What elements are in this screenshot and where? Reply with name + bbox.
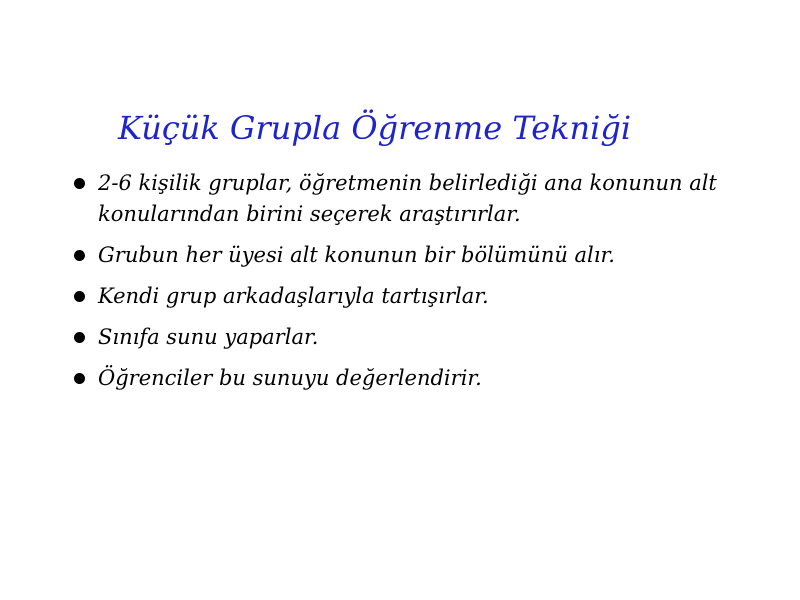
bullet-dot-icon bbox=[74, 291, 85, 302]
bullet-text: Kendi grup arkadaşlarıyla tartışırlar. bbox=[98, 284, 489, 308]
bullet-text: Sınıfa sunu yaparlar. bbox=[98, 325, 319, 349]
bullet-list bbox=[74, 168, 754, 404]
bullet-text: 2-6 kişilik gruplar, öğretmenin belirlediği ana konunun alt konularından birini seçerek araştırırlar. bbox=[98, 171, 717, 226]
bullet-text: Öğrenciler bu sunuyu değerlendirir. bbox=[98, 366, 482, 390]
slide-title: Küçük Grupla Öğrenme Tekniği bbox=[118, 109, 632, 147]
bullet-dot-icon bbox=[74, 373, 85, 384]
bullet-item bbox=[74, 168, 754, 230]
bullet-item bbox=[74, 363, 754, 394]
bullet-dot-icon bbox=[74, 178, 85, 189]
bullet-dot-icon bbox=[74, 332, 85, 343]
bullet-item bbox=[74, 240, 754, 271]
bullet-dot-icon bbox=[74, 250, 85, 261]
bullet-item bbox=[74, 281, 754, 312]
bullet-item bbox=[74, 322, 754, 353]
bullet-text: Grubun her üyesi alt konunun bir bölümünü alır. bbox=[98, 243, 615, 267]
